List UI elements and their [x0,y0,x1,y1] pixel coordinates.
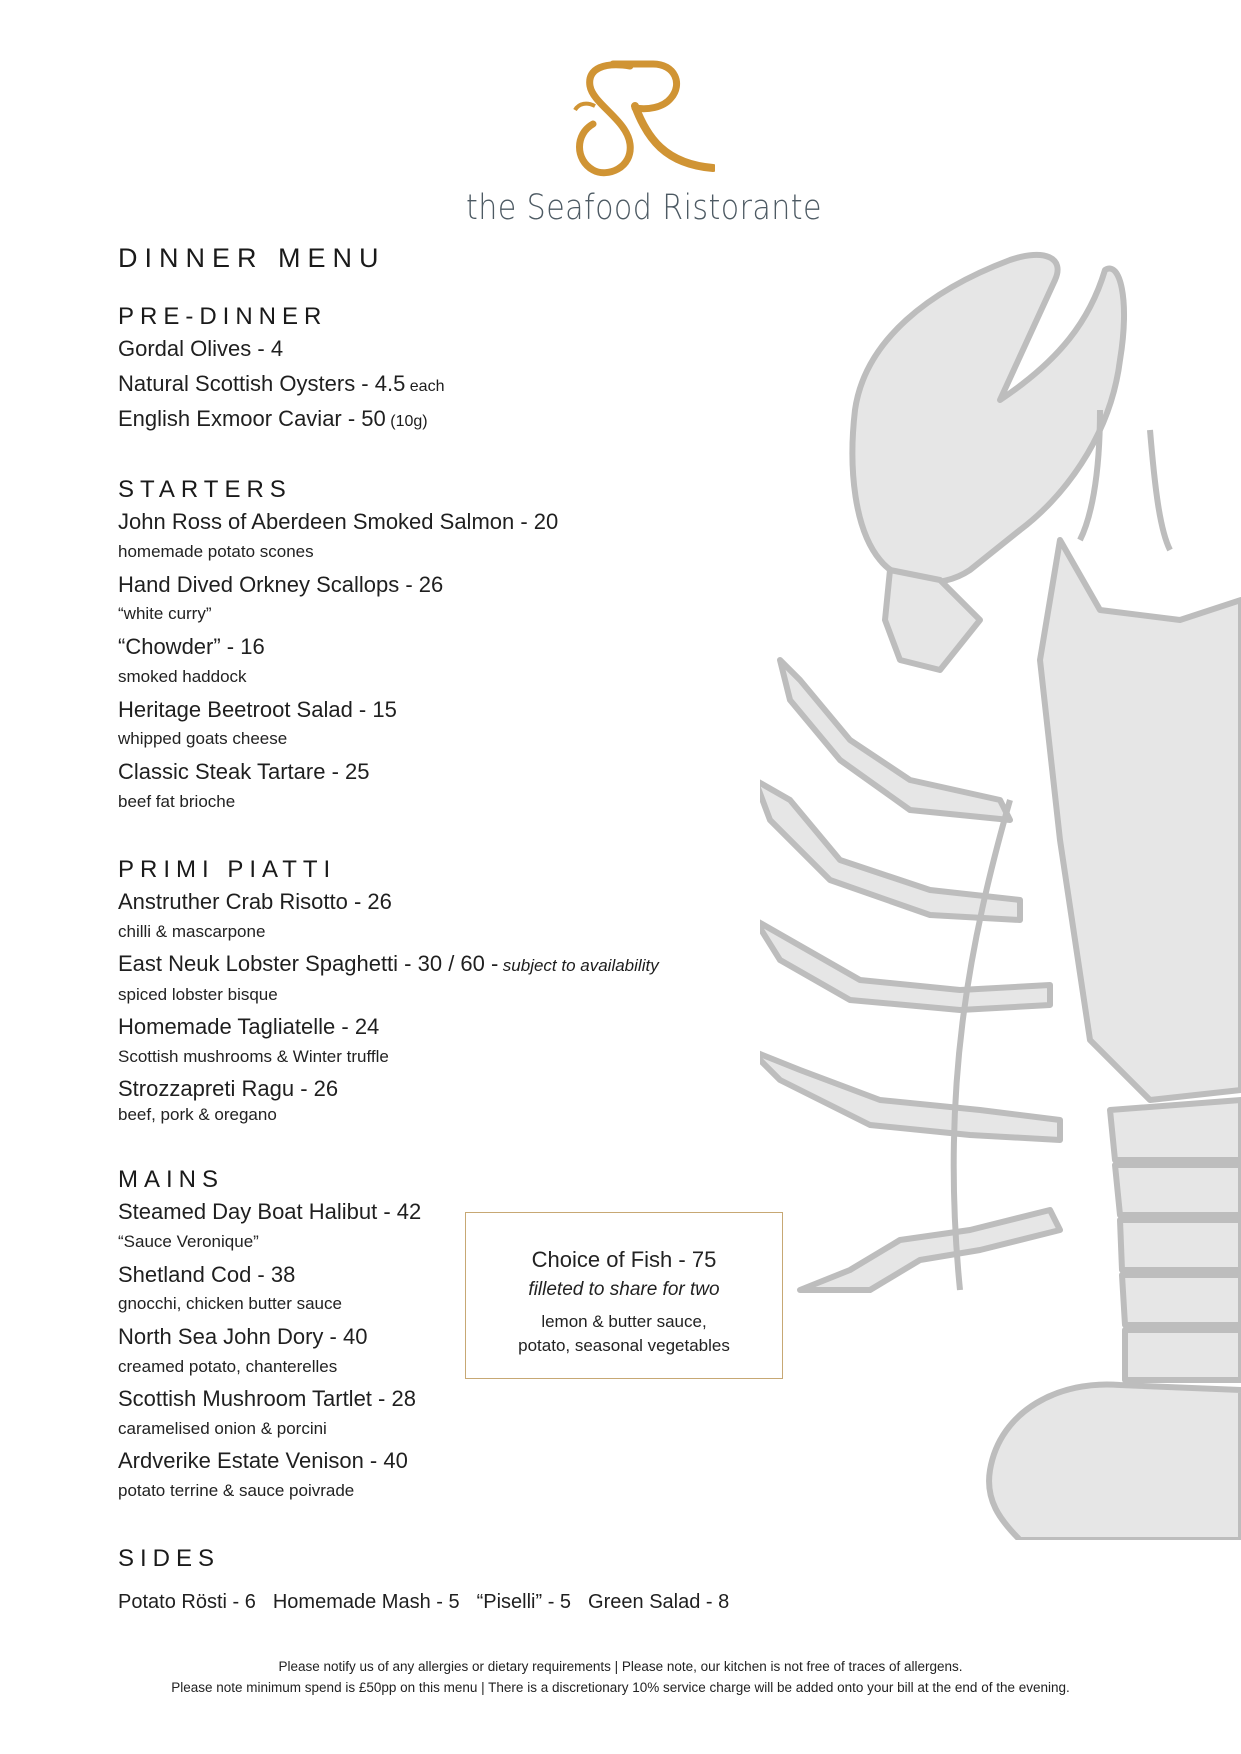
side-item: Potato Rösti - 6 [118,1591,256,1613]
menu-item [118,336,283,362]
item-description: whipped goats cheese [118,729,288,748]
feature-subtitle: filleted to share for two [528,1279,720,1300]
sr-monogram-icon [535,58,715,193]
menu-item [118,1324,367,1350]
menu-item [118,951,659,977]
allergy-notice: Please notify us of any allergies or dietary requirements | Please note, our kitchen is not free of traces of allergens. [278,1659,963,1674]
section-title-sides: SIDES [118,1545,221,1572]
menu-item [118,1448,408,1474]
item-name: Homemade Tagliatelle - 24 [118,1014,380,1039]
menu-item [118,406,428,432]
section-title-starters: STARTERS [118,476,292,503]
item-description: spiced lobster bisque [118,985,278,1004]
item-description: creamed potato, chanterelles [118,1357,338,1376]
item-unit: each [409,378,445,395]
item-description: “white curry” [118,604,212,623]
item-description: potato terrine & sauce poivrade [118,1481,355,1500]
menu-item [118,371,444,397]
item-name: East Neuk Lobster Spaghetti - 30 / 60 - [118,951,499,976]
item-name: Strozzapreti Ragu - 26 [118,1076,339,1101]
menu-item [118,1014,379,1040]
item-name: Hand Dived Orkney Scallops - 26 [118,572,444,597]
feature-title: Choice of Fish - 75 [531,1247,717,1272]
menu-item [118,1199,421,1225]
item-name: Ardverike Estate Venison - 40 [118,1448,408,1473]
menu-item [118,572,443,598]
item-description: smoked haddock [118,667,247,686]
item-description: beef fat brioche [118,792,236,811]
section-title-pre-dinner: PRE-DINNER [118,303,328,330]
item-name: John Ross of Aberdeen Smoked Salmon - 20 [118,509,559,534]
item-name: Shetland Cod - 38 [118,1262,296,1287]
item-name: North Sea John Dory - 40 [118,1324,368,1349]
service-charge-notice: Please note minimum spend is £50pp on this menu | There is a discretionary 10% service charge will be added onto your bill at the end of the evening. [171,1680,1070,1695]
item-name: Gordal Olives - 4 [118,336,284,361]
menu-item [118,634,265,660]
item-name: Heritage Beetroot Salad - 15 [118,697,397,722]
item-name: Natural Scottish Oysters - 4.5 [118,371,406,396]
item-name: Steamed Day Boat Halibut - 42 [118,1199,422,1224]
item-unit: (10g) [390,413,428,430]
feature-description: potato, seasonal vegetables [518,1336,730,1355]
item-description: chilli & mascarpone [118,922,266,941]
side-item: Homemade Mash - 5 [272,1591,460,1613]
menu-item [118,1386,416,1412]
menu-item [118,889,392,915]
item-name: Classic Steak Tartare - 25 [118,759,370,784]
item-description: “Sauce Veronique” [118,1232,259,1251]
menu-item [118,509,558,535]
item-description: homemade potato scones [118,542,314,561]
page-title: DINNER MENU [118,243,386,273]
item-name: Anstruther Crab Risotto - 26 [118,889,392,914]
lobster-illustration-icon [760,240,1241,1540]
feature-description: lemon & butter sauce, [541,1312,707,1331]
item-name: “Chowder” - 16 [118,634,265,659]
restaurant-name: the Seafood Ristorante [466,188,822,228]
section-title-mains: MAINS [118,1166,225,1193]
menu-item [118,1076,338,1102]
item-description: Scottish mushrooms & Winter truffle [118,1047,389,1066]
item-description: beef, pork & oregano [118,1105,277,1124]
menu-item [118,697,397,723]
choice-of-fish-box [465,1212,783,1379]
section-title-primi-piatti: PRIMI PIATTI [118,856,337,883]
item-name: English Exmoor Caviar - 50 [118,406,386,431]
restaurant-logo [460,58,822,233]
item-name: Scottish Mushroom Tartlet - 28 [118,1386,416,1411]
sides-list [118,1591,729,1614]
item-description: gnocchi, chicken butter sauce [118,1294,342,1313]
side-item: “Piselli” - 5 [476,1591,572,1613]
availability-note: subject to availability [502,956,659,975]
item-description: caramelised onion & porcini [118,1419,327,1438]
side-item: Green Salad - 8 [588,1591,730,1613]
menu-item [118,1262,295,1288]
menu-item [118,759,369,785]
